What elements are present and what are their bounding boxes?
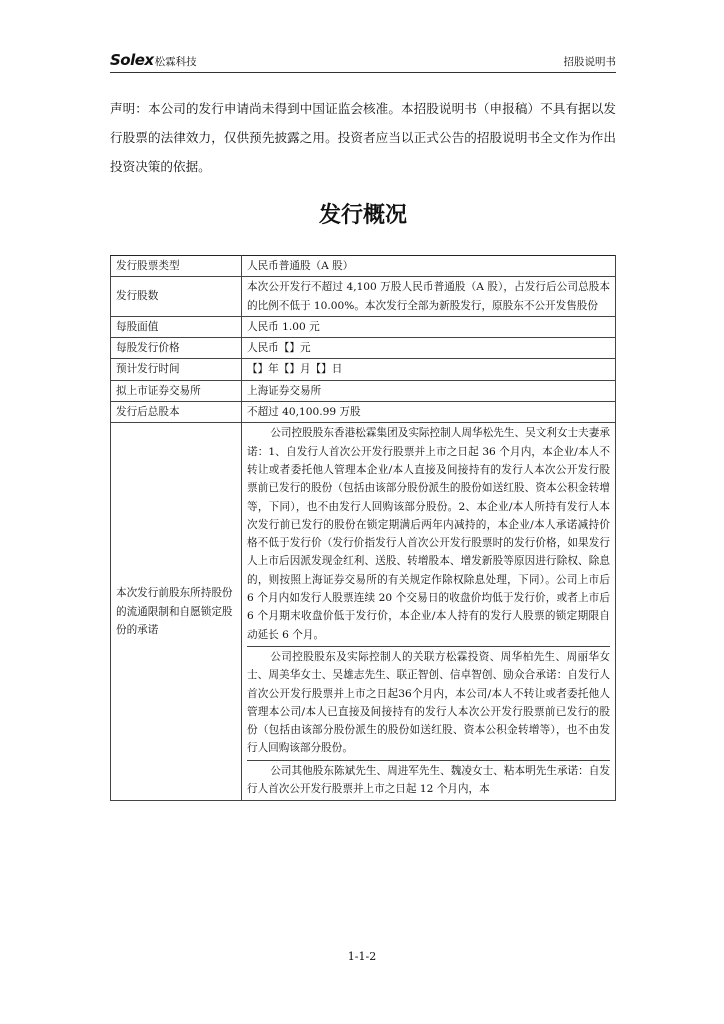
table-body xyxy=(111,256,616,801)
disclaimer-statement: 声明：本公司的发行申请尚未得到中国证监会核准。本招股说明书（申报稿）不具有据以发行股票的法律效力，仅供预先披露之用。投资者应当以正式公告的招股说明书全文作为作出投资决策的依据。 xyxy=(110,101,616,174)
row-label: 每股发行价格 xyxy=(111,338,242,359)
table-row xyxy=(111,316,616,337)
row-label: 每股面值 xyxy=(111,316,242,337)
row-value: 人民币普通股（A 股） xyxy=(242,256,616,277)
row-value: 人民币 1.00 元 xyxy=(242,316,616,337)
row-value: 本次公开发行不超过 4,100 万股人民币普通股（A 股），占发行后公司总股本的比例不低于 10.00%。本次发行全部为新股发行，原股东不公开发售股份 xyxy=(242,277,616,317)
row-value: 不超过 40,100.99 万股 xyxy=(242,402,616,423)
row-label: 拟上市证券交易所 xyxy=(111,380,242,401)
commitment-paragraph: 公司控股股东及实际控制人的关联方松霖投资、周华柏先生、周丽华女士、周美华女士、吴雄志先生、联正智创、信卓智创、励众合承诺：自发行人首次公开发行股票并上市之日起36个月内，本公司/本人不转让或者委托他人管理本公司/本人已直接及间接持有的发行人本次公开发行股票前已发行的股份（包括由该部分股份派生的股份如送红股、资本公积金转增等），也不由发行人回购该部分股份。 xyxy=(247,646,610,760)
commitment-paragraph: 公司其他股东陈斌先生、周进军先生、魏凌女士、粘本明先生承诺：自发行人首次公开发行股票并上市之日起 12 个月内，本 xyxy=(247,760,610,801)
commitment-paragraph: 公司控股股东香港松霖集团及实际控制人周华松先生、吴文利女士夫妻承诺：1、自发行人首次公开发行股票并上市之日起 36 个月内，本企业/本人不转让或者委托他人管理本企业/本人直接及间接持有的发行人本次公开发行股票前已发行的股份（包括由该部分股份派生的股份如送红股、资本公积金转增等，下同），也不由发行人回购该部分股份。2、本企业/本人所持有发行人本次发行前已发行的股份在锁定期满后两年内减持的，本企业/本人承诺减持价格不低于发行价（发行价指发行人首次公开发行股票时的发行价格，如果发行人上市后因派发现金红利、送股、转增股本、增发新股等原因进行除权、除息的，则按照上海证券交易所的有关规定作除权除息处理，下同）。公司上市后 6 个月内如发行人股票连续 20 个交易日的收盘价均低于发行价，或者上市后 6 个月期末收盘价低于发行价，本企业/本人持有的发行人股票的锁定期限自动延长 6 个月。 xyxy=(247,427,610,641)
row-label: 本次发行前股东所持股份的流通限制和自愿锁定股份的承诺 xyxy=(111,423,242,801)
table-row xyxy=(111,256,616,277)
row-value: 上海证券交易所 xyxy=(242,380,616,401)
row-label: 发行股票类型 xyxy=(111,256,242,277)
row-value xyxy=(242,423,616,801)
issuance-overview-table xyxy=(110,255,616,801)
company-logo xyxy=(110,50,197,69)
table-row xyxy=(111,359,616,380)
row-value: 人民币【】元 xyxy=(242,338,616,359)
page-title: 发行概况 xyxy=(318,203,407,228)
table-row xyxy=(111,380,616,401)
row-label: 预计发行时间 xyxy=(111,359,242,380)
table-row-lockup-commitment xyxy=(111,423,616,801)
table-row xyxy=(111,402,616,423)
logo-brand: Solex xyxy=(110,51,154,69)
table-row xyxy=(111,277,616,317)
row-value: 【】年【】月【】日 xyxy=(242,359,616,380)
page-number: 1-1-2 xyxy=(347,950,377,963)
row-label: 发行股数 xyxy=(111,277,242,317)
page-header xyxy=(110,50,616,73)
table-row xyxy=(111,338,616,359)
row-label: 发行后总股本 xyxy=(111,402,242,423)
document-title: 招股说明书 xyxy=(563,56,616,68)
logo-company-name: 松霖科技 xyxy=(154,56,197,68)
